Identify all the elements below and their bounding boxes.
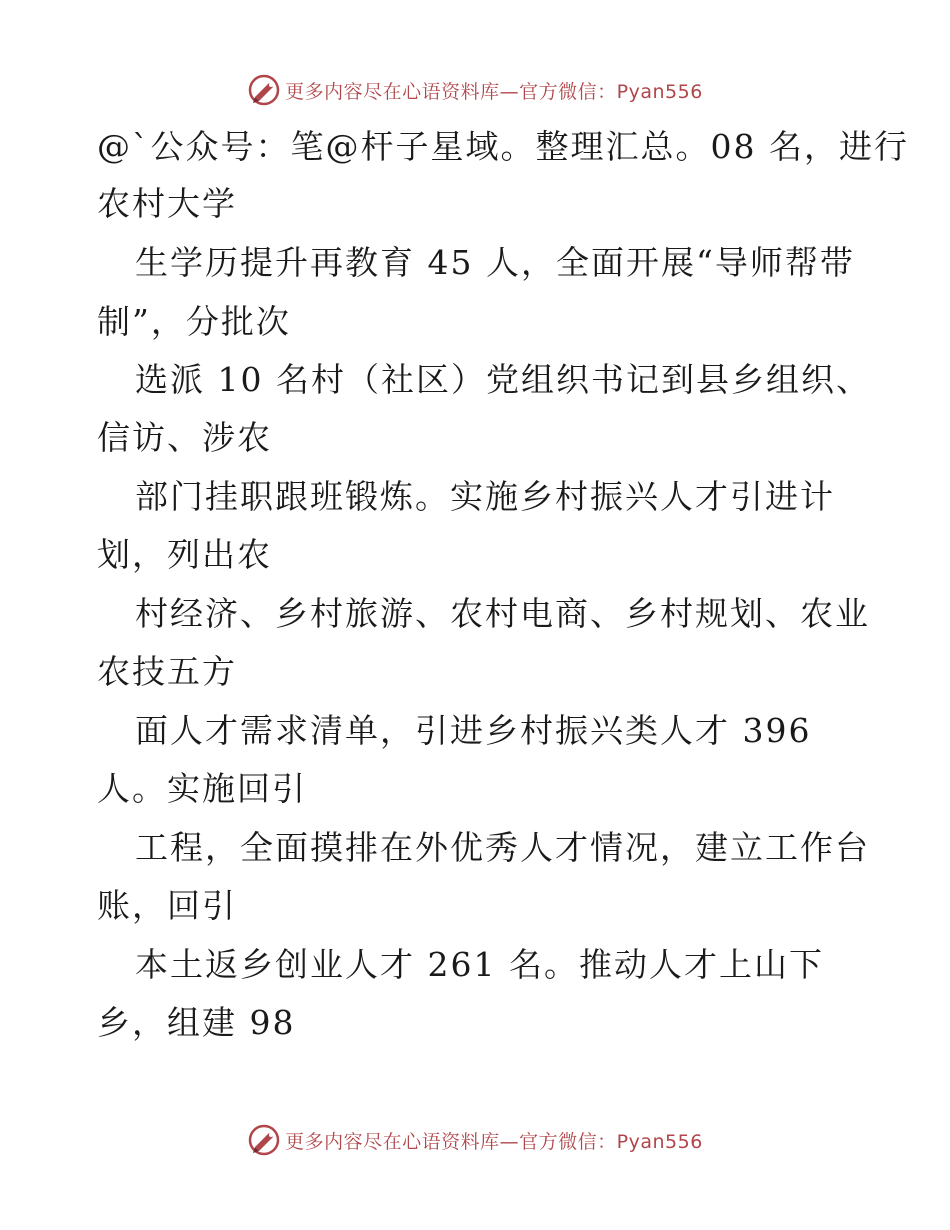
header-watermark <box>0 70 950 110</box>
body-line: 面人才需求清单，引进乡村振兴类人才 396 <box>135 711 812 750</box>
body-line: 乡，组建 98 <box>97 1003 296 1042</box>
body-line: 村经济、乡村旅游、农村电商、乡村规划、农业 <box>135 594 870 633</box>
body-line: 账，回引 <box>97 886 237 925</box>
body-line: 选派 10 名村（社区）党组织书记到县乡组织、 <box>135 360 871 399</box>
body-line: 生学历提升再教育 45 人，全面开展“导师帮带 <box>135 243 855 282</box>
header-watermark-text: 更多内容尽在心语资料库—官方微信：Pyan556 <box>285 80 703 103</box>
footer-watermark <box>0 1120 950 1160</box>
body-line: @`公众号：笔@杆子星域。整理汇总。08 名，进行 <box>97 127 909 166</box>
body-line: 人。实施回引 <box>97 769 307 808</box>
body-line: 划，列出农 <box>97 535 272 574</box>
footer-watermark-text: 更多内容尽在心语资料库—官方微信：Pyan556 <box>285 1130 703 1153</box>
body-line: 信访、涉农 <box>97 418 272 457</box>
body-line: 制”，分批次 <box>97 302 291 341</box>
body-line: 农技五方 <box>97 652 237 691</box>
body-line: 工程，全面摸排在外优秀人才情况，建立工作台 <box>135 828 870 867</box>
body-line: 本土返乡创业人才 261 名。推动人才上山下 <box>135 945 824 984</box>
body-line: 部门挂职跟班锻炼。实施乡村振兴人才引进计 <box>135 477 835 516</box>
pen-logo-icon <box>247 1123 281 1157</box>
pen-logo-icon <box>247 73 281 107</box>
body-line: 农村大学 <box>97 184 237 223</box>
